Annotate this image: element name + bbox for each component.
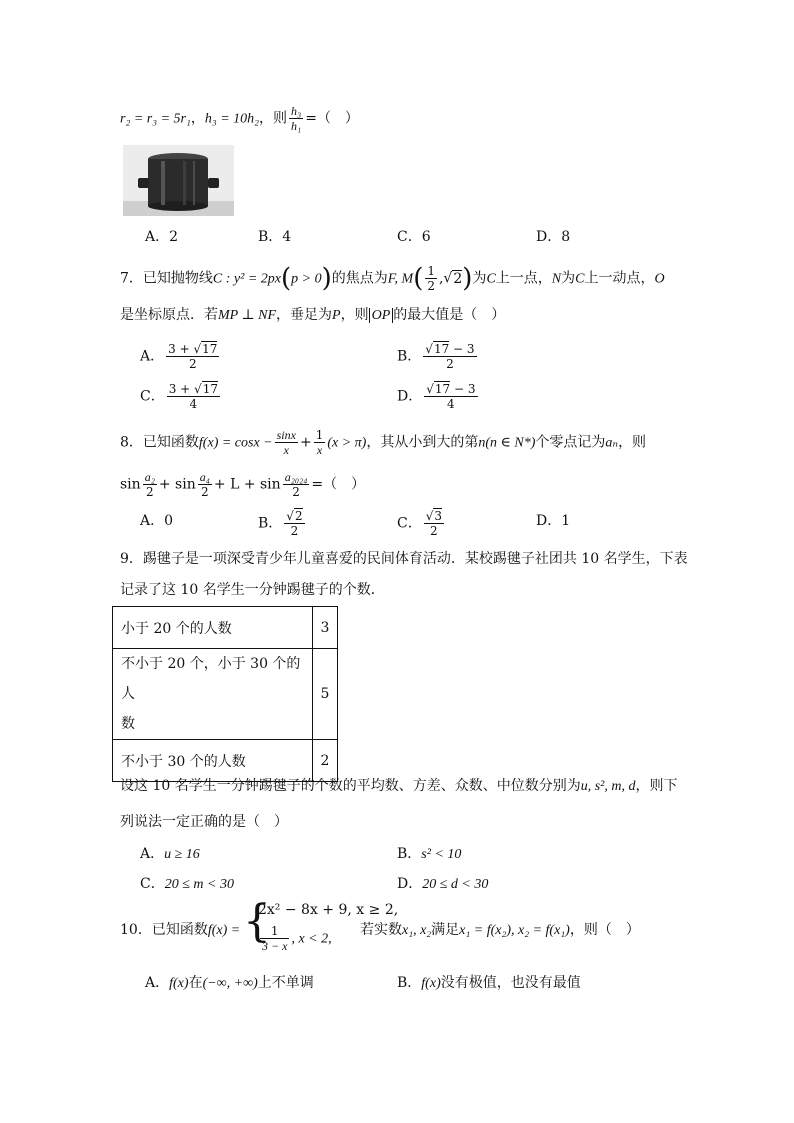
table-cell-value: 2	[313, 740, 338, 782]
table-cell-label: 不小于 30 个的人数	[113, 740, 313, 782]
table-cell-value: 3	[313, 607, 338, 649]
table-row	[113, 607, 338, 649]
q9-stem-line3: 设这 10 名学生一分钟踢毽子的个数的平均数、方差、众数、中位数分别为u, s², m, d，则下	[120, 778, 678, 794]
q7-stem-line1: 7．已知抛物线C : y² = 2px(p > 0)的焦点为F, M( $\frac{1}{2}$ ,√2)为C上一点，N为C上一动点，O	[120, 263, 665, 294]
vessel-photo	[123, 145, 234, 216]
q6-cond-b: h₃ = 10h₂	[204, 111, 260, 127]
q6-option-a[interactable]: A．2	[145, 229, 179, 245]
table-cell-value: 5	[313, 649, 338, 740]
q6-eq: =	[305, 110, 317, 127]
q7-stem-line2: 是坐标原点．若MP ⊥ NF，垂足为P，则 OP 的最大值是（ ）	[120, 307, 506, 323]
q10-case2: $\frac{1}{3 - x}$ , x < 2,	[262, 924, 332, 953]
q10-option-b[interactable]: B．f(x)没有极值，也没有最值	[397, 975, 581, 991]
q8-stem-line2: sin $\frac{\text{a₂}}{2}$ + sin $\frac{\text{a₄}}{2}$ + L + sin $\frac{\text{a₂₀₂₄}}{2}$ =（ ）	[120, 470, 366, 499]
q8-option-d[interactable]: D．1	[536, 513, 571, 529]
q9-option-a[interactable]: A．u ≥ 16	[140, 846, 200, 862]
q6-cond-a: r₂ = r₃ = 5r₁	[120, 111, 191, 127]
q6-option-d[interactable]: D．8	[536, 229, 571, 245]
q6-paren: （ ）	[316, 110, 359, 127]
q10-option-a[interactable]: A．f(x)在(−∞, +∞)上不单调	[145, 975, 314, 991]
q10-stem-lead: 10．已知函数f(x) =	[120, 922, 241, 938]
q7-option-b[interactable]: B． $\frac{√17 - 3}{2}$	[397, 342, 475, 371]
q6-ratio: $\frac{\text{h₃}}{\text{h₁}}$	[291, 104, 302, 133]
q10-stem-rest: 若实数x₁, x₂满足x₁ = f(x₂), x₂ = f(x₁)，则（ ）	[360, 922, 640, 938]
kick-count-table	[112, 606, 338, 782]
q6-option-c[interactable]: C．6	[397, 229, 431, 245]
q6-sep: ，	[190, 110, 205, 127]
q10-case1: 2x² − 8x + 9, x ≥ 2,	[258, 902, 399, 918]
q9-stem-line1: 9．踢毽子是一项深受青少年儿童喜爱的民间体育活动．某校踢毽子社团共 10 名学生，下表	[120, 551, 688, 567]
q9-option-c[interactable]: C．20 ≤ m < 30	[140, 876, 234, 892]
q7-option-c[interactable]: C． $\frac{3 + √17}{4}$	[140, 382, 218, 411]
q6-option-b[interactable]: B．4	[258, 229, 292, 245]
q8-option-b[interactable]: B． $\frac{√2}{2}$	[258, 509, 303, 538]
q9-stem-line4: 列说法一定正确的是（ ）	[120, 814, 288, 830]
piecewise-brace: {	[243, 896, 271, 947]
q8-option-c[interactable]: C． $\frac{√3}{2}$	[397, 509, 443, 538]
q8-stem-line1: 8．已知函数f(x) = cosx − $\frac{\sin x}{x}$ + $\frac{1}{x}$ (x > π)，其从小到大的第n(n ∈ N*)个零点记为aₙ，则	[120, 428, 647, 457]
q8-option-a[interactable]: A．0	[140, 513, 174, 529]
q6-condition-line	[120, 104, 359, 133]
q6-then: ，则	[259, 110, 288, 127]
q9-option-b[interactable]: B．s² < 10	[397, 846, 462, 862]
table-cell-label: 不小于 20 个，小于 30 个的人 数	[113, 649, 313, 740]
q7-option-a[interactable]: A． $\frac{3 + √17}{2}$	[140, 342, 218, 371]
table-cell-label: 小于 20 个的人数	[113, 607, 313, 649]
q9-stem-line2: 记录了这 10 名学生一分钟踢毽子的个数．	[120, 582, 385, 598]
q7-option-d[interactable]: D． $\frac{√17 - 3}{4}$	[397, 382, 476, 411]
table-row	[113, 649, 338, 740]
q9-option-d[interactable]: D．20 ≤ d < 30	[397, 876, 489, 892]
